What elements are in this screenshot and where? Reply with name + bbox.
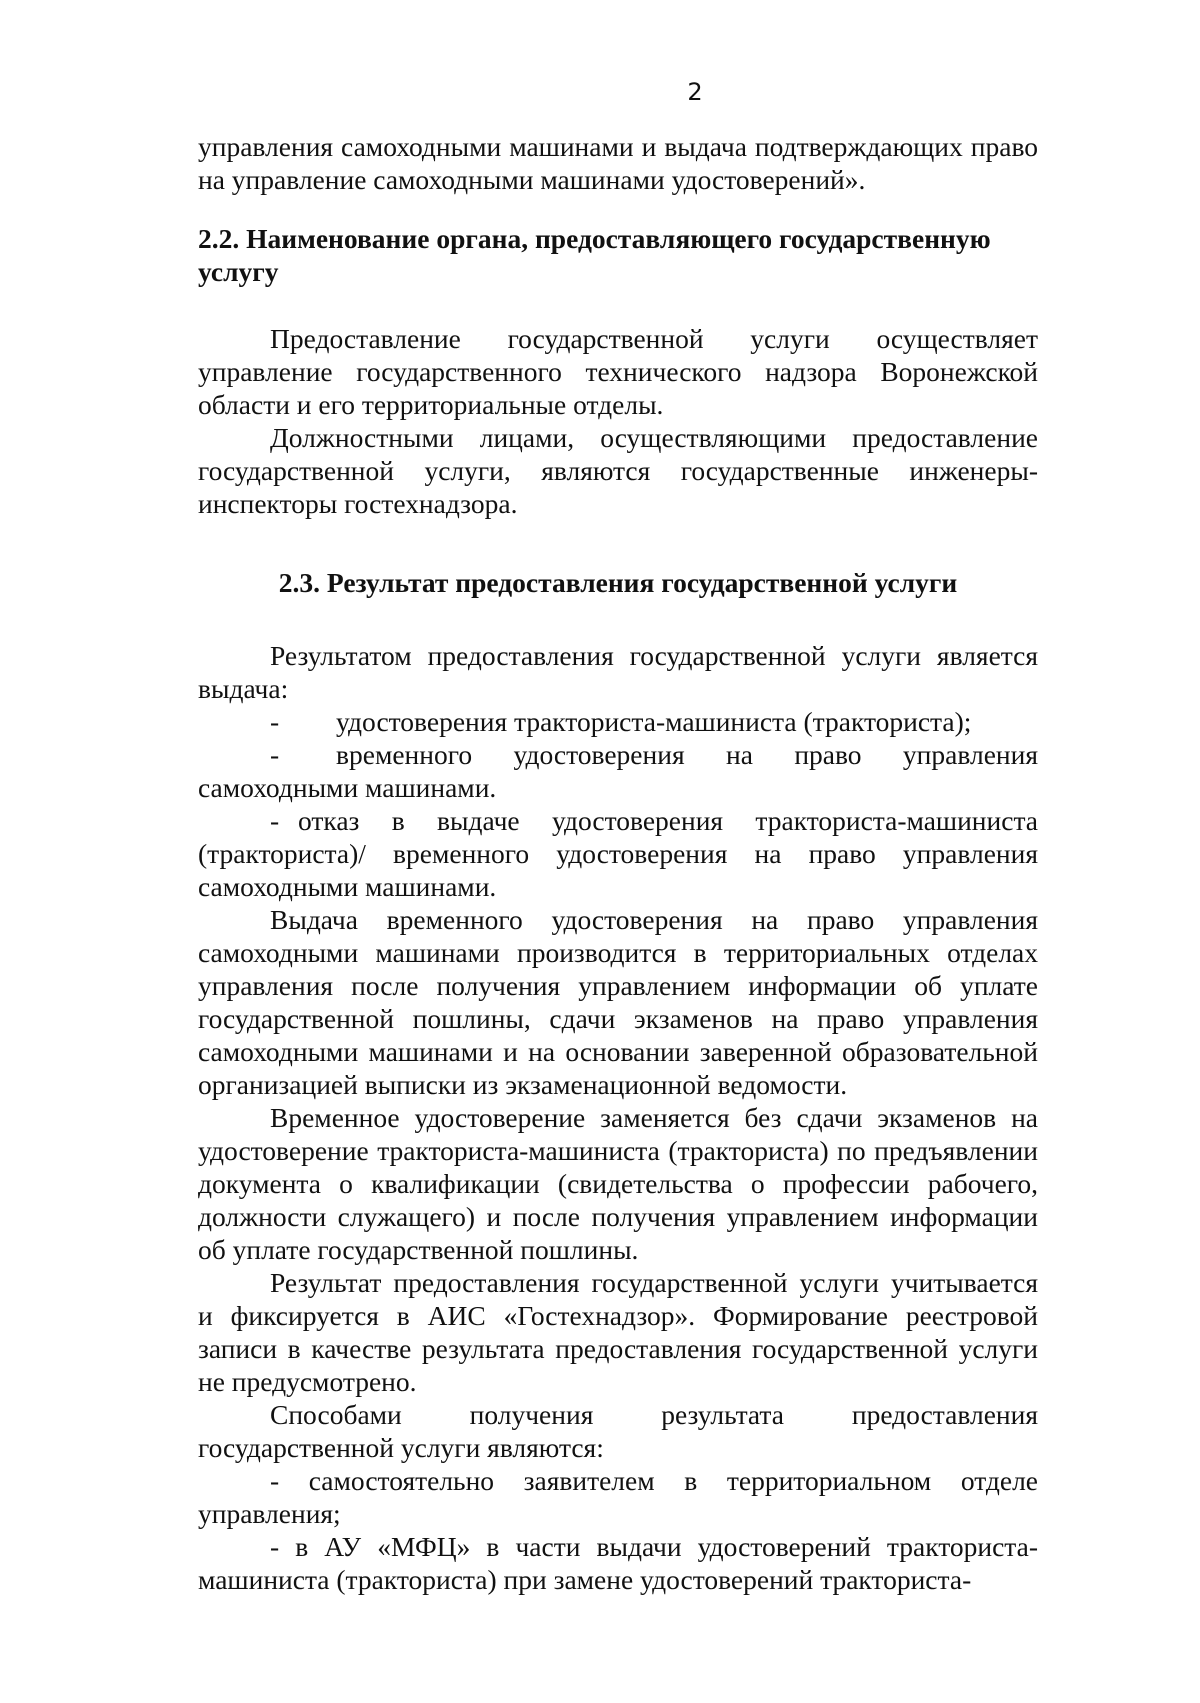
section-2-3-paragraph-1: Выдача временного удостоверения на право управления самоходными машинами производится в территориальных отделах управления после получения управлением информации об уплате государственной пошлины, сдачи экзаменов на право управления самоходными машинами и на основании заверенной образовательной организацией выписки из экзаменационной ведомости. — [198, 904, 1038, 1100]
result-list-item — [198, 804, 1038, 903]
list-dash: - — [270, 805, 280, 836]
method-item: - самостоятельно заявителем в территориальном отделе управления; — [198, 1465, 1038, 1529]
method-item: - в АУ «МФЦ» в части выдачи удостоверений тракториста-машиниста (тракториста) при замене удостоверений тракториста- — [198, 1531, 1038, 1595]
list-dash: - — [270, 706, 280, 737]
section-2-2-heading: 2.2. Наименование органа, предоставляющего государственную услугу — [198, 223, 991, 287]
result-list-item — [198, 705, 1038, 738]
section-2-2-paragraph-1: Предоставление государственной услуги осуществляет управление государственного технического надзора Воронежской области и его территориальные отделы. — [198, 323, 1038, 420]
intro-paragraph: управления самоходными машинами и выдача подтверждающих право на управление самоходными машинами удостоверений». — [198, 131, 1038, 195]
list-item-text: временного удостоверения на право управления самоходными машинами. — [198, 739, 1038, 803]
list-dash: - — [270, 739, 280, 770]
list-item-text: отказ в выдаче удостоверения тракториста-машиниста (тракториста)/ временного удостоверения на право управления самоходными машинами. — [198, 805, 1038, 902]
section-2-2-paragraph-2: Должностными лицами, осуществляющими предоставление государственной услуги, являются государственные инженеры-инспекторы гостехнадзора. — [198, 422, 1038, 519]
section-2-3-paragraph-2: Временное удостоверение заменяется без сдачи экзаменов на удостоверение тракториста-машиниста (тракториста) по предъявлении документа о квалификации (свидетельства о профессии рабочего, должности служащего) и после получения управлением информации об уплате государственной пошлины. — [198, 1102, 1038, 1265]
section-2-3-paragraph-4: Способами получения результата предоставления государственной услуги являются: — [198, 1399, 1038, 1463]
section-2-3-heading: 2.3. Результат предоставления государственной услуги — [278, 567, 958, 598]
list-item-text: удостоверения тракториста-машиниста (тракториста); — [336, 706, 972, 737]
page-number: 2 — [687, 78, 703, 106]
result-list-item — [198, 738, 1038, 804]
document-body — [198, 130, 1038, 1596]
section-2-3-lead: Результатом предоставления государственной услуги является выдача: — [198, 640, 1038, 704]
section-2-3-paragraph-3: Результат предоставления государственной услуги учитывается и фиксируется в АИС «Гостехнадзор». Формирование реестровой записи в качестве результата предоставления государственной услуги не предусмотрено. — [198, 1267, 1038, 1397]
